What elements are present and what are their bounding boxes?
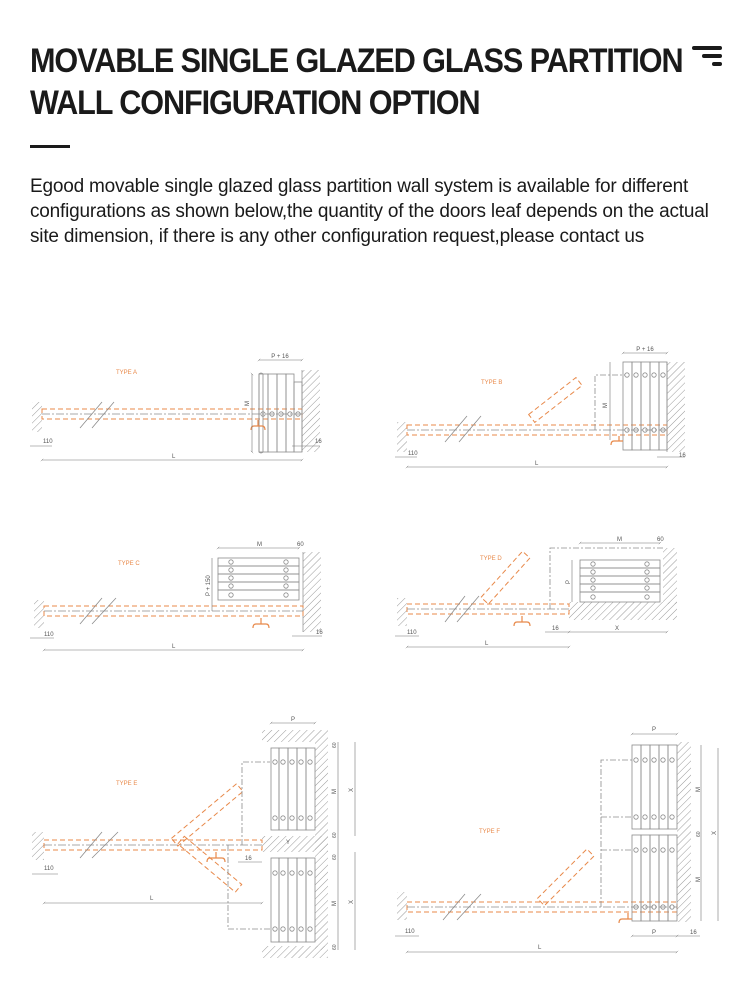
svg-text:P: P [652, 930, 657, 936]
svg-text:TYPE A: TYPE A [116, 370, 138, 376]
svg-text:X: X [615, 626, 620, 632]
svg-text:60: 60 [657, 537, 664, 543]
svg-text:L: L [538, 945, 542, 951]
svg-text:TYPE E: TYPE E [116, 781, 138, 787]
diagram-type-b [395, 340, 695, 470]
svg-text:110: 110 [44, 632, 54, 638]
title-divider [30, 145, 70, 148]
svg-text:110: 110 [408, 451, 418, 457]
svg-text:16: 16 [690, 930, 697, 936]
svg-text:P: P [566, 579, 572, 584]
svg-text:Y: Y [286, 840, 291, 846]
svg-text:M: M [257, 542, 262, 548]
svg-text:M: M [617, 537, 622, 543]
svg-text:16: 16 [316, 630, 323, 636]
svg-text:X: X [712, 830, 718, 835]
svg-text:110: 110 [44, 866, 54, 872]
svg-text:X: X [349, 787, 355, 792]
svg-text:L: L [535, 461, 539, 467]
svg-text:M: M [332, 901, 338, 906]
svg-text:P + 16: P + 16 [271, 354, 289, 360]
svg-text:60: 60 [332, 854, 338, 860]
svg-text:M: M [603, 403, 609, 408]
svg-text:M: M [696, 877, 702, 882]
svg-text:L: L [485, 641, 489, 647]
svg-text:TYPE B: TYPE B [481, 380, 503, 386]
svg-text:L: L [172, 644, 176, 650]
svg-text:TYPE D: TYPE D [480, 556, 502, 562]
svg-text:60: 60 [696, 831, 702, 837]
svg-text:60: 60 [297, 542, 304, 548]
svg-text:P + 150: P + 150 [206, 575, 212, 596]
page-title-line-2: WALL CONFIGURATION OPTION [30, 84, 480, 122]
svg-text:110: 110 [407, 630, 417, 636]
svg-text:TYPE F: TYPE F [479, 829, 501, 835]
svg-text:M: M [696, 787, 702, 792]
svg-text:P: P [291, 717, 296, 723]
page-title [30, 40, 683, 124]
intro-paragraph: Egood movable single glazed glass partition wall system is available for different configurations as shown below,the quantity of the doors leaf depends on the actual site dimension, if there is any other configuration request,please contact us [30, 176, 709, 247]
svg-text:P: P [652, 727, 657, 733]
svg-text:TYPE C: TYPE C [118, 561, 140, 567]
svg-text:M: M [245, 401, 251, 406]
diagram-type-c [30, 530, 330, 660]
svg-text:16: 16 [552, 626, 559, 632]
svg-text:60: 60 [332, 742, 338, 748]
svg-text:X: X [349, 899, 355, 904]
svg-text:110: 110 [405, 929, 415, 935]
svg-text:M: M [332, 789, 338, 794]
svg-text:60: 60 [332, 832, 338, 838]
svg-text:L: L [172, 454, 176, 460]
diagram-type-a [30, 340, 330, 470]
svg-text:16: 16 [315, 439, 322, 445]
svg-text:L: L [150, 896, 154, 902]
diagram-type-f [395, 710, 735, 970]
svg-text:60: 60 [332, 944, 338, 950]
svg-text:110: 110 [43, 439, 53, 445]
diagram-type-e [30, 710, 370, 970]
diagram-type-d [395, 530, 695, 660]
svg-text:16: 16 [679, 453, 686, 459]
svg-text:16: 16 [245, 856, 252, 862]
page-title-line-1: MOVABLE SINGLE GLAZED GLASS PARTITION [30, 42, 683, 80]
svg-text:P + 16: P + 16 [636, 347, 654, 353]
hamburger-menu-icon[interactable] [688, 44, 722, 68]
